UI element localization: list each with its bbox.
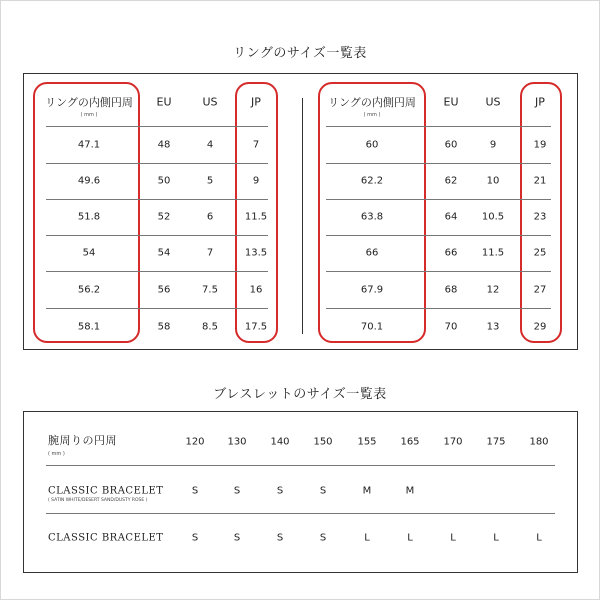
ring-table-divider — [302, 98, 303, 334]
ring-left-row-divider — [46, 271, 268, 272]
ring-right-cell-jp: 23 — [533, 211, 547, 223]
ring-left-cell-eu: 54 — [157, 247, 171, 259]
bracelet-row-name: CLASSIC BRACELET — [48, 532, 164, 544]
ring-left-cell-us: 7.5 — [202, 284, 218, 296]
bracelet-size-value: S — [233, 532, 241, 544]
bracelet-size-header: 175 — [486, 436, 506, 448]
bracelet-size-value: L — [536, 532, 542, 544]
bracelet-size-header: 120 — [185, 436, 205, 448]
ring-left-cell-circumference: 49.6 — [77, 175, 101, 187]
ring-right-cell-jp: 19 — [533, 139, 547, 151]
bracelet-size-header: 165 — [400, 436, 420, 448]
ring-right-row-divider — [326, 126, 551, 127]
bracelet-header-label: 腕周りの円周 — [48, 434, 117, 447]
ring-right-cell-eu: 62 — [444, 175, 458, 187]
ring-left-cell-jp: 17.5 — [244, 321, 268, 333]
ring-right-cell-jp: 27 — [533, 284, 547, 296]
ring-left-cell-jp: 9 — [252, 175, 260, 187]
bracelet-size-value: S — [276, 532, 284, 544]
ring-left-cell-jp: 13.5 — [244, 247, 268, 259]
ring-right-cell-eu: 64 — [444, 211, 458, 223]
bracelet-size-value: L — [407, 532, 413, 544]
ring-left-cell-eu: 58 — [157, 321, 171, 333]
ring-right-header-jp: JP — [535, 95, 545, 109]
bracelet-size-header: 155 — [357, 436, 377, 448]
bracelet-size-value: S — [233, 485, 241, 497]
ring-right-cell-eu: 60 — [444, 139, 458, 151]
ring-right-cell-eu: 68 — [444, 284, 458, 296]
bracelet-row-note: ( SATIN WHITE/DESERT SAND/DUSTY ROSE ) — [48, 498, 148, 503]
ring-right-header-unit: ( mm ) — [363, 112, 381, 118]
ring-left-cell-us: 4 — [206, 139, 214, 151]
bracelet-size-value: M — [362, 485, 372, 497]
bracelet-divider — [46, 465, 555, 466]
bracelet-size-title: ブレスレットのサイズ一覧表 — [213, 387, 387, 402]
ring-left-cell-eu: 48 — [157, 139, 171, 151]
bracelet-size-value: S — [191, 485, 199, 497]
ring-left-cell-circumference: 54 — [82, 247, 96, 259]
ring-left-row-divider — [46, 308, 268, 309]
bracelet-header-unit: ( mm ) — [48, 451, 65, 457]
ring-left-row-divider — [46, 235, 268, 236]
ring-right-cell-eu: 66 — [444, 247, 458, 259]
ring-left-cell-us: 8.5 — [202, 321, 218, 333]
bracelet-size-value: L — [364, 532, 370, 544]
ring-left-cell-circumference: 58.1 — [77, 321, 101, 333]
ring-right-row-divider — [326, 163, 551, 164]
ring-left-cell-eu: 52 — [157, 211, 171, 223]
ring-right-row-divider — [326, 199, 551, 200]
bracelet-size-header: 150 — [313, 436, 333, 448]
ring-right-cell-circumference: 66 — [365, 247, 379, 259]
ring-right-cell-us: 10 — [486, 175, 500, 187]
ring-right-cell-circumference: 67.9 — [360, 284, 384, 296]
ring-right-row-divider — [326, 235, 551, 236]
ring-right-cell-us: 9 — [489, 139, 497, 151]
ring-left-cell-jp: 7 — [252, 139, 260, 151]
ring-right-cell-us: 13 — [486, 321, 500, 333]
ring-left-row-divider — [46, 163, 268, 164]
ring-right-cell-circumference: 60 — [365, 139, 379, 151]
ring-right-cell-eu: 70 — [444, 321, 458, 333]
bracelet-size-header: 130 — [227, 436, 247, 448]
bracelet-size-value: S — [319, 532, 327, 544]
ring-left-cell-us: 7 — [206, 247, 214, 259]
ring-left-cell-circumference: 47.1 — [77, 139, 101, 151]
ring-right-cell-circumference: 63.8 — [360, 211, 384, 223]
ring-right-row-divider — [326, 271, 551, 272]
ring-right-cell-jp: 21 — [533, 175, 547, 187]
bracelet-size-value: L — [493, 532, 499, 544]
bracelet-size-header: 170 — [443, 436, 463, 448]
ring-left-cell-eu: 56 — [157, 284, 171, 296]
ring-left-header-us: US — [202, 95, 218, 109]
ring-right-row-divider — [326, 308, 551, 309]
ring-right-cell-circumference: 70.1 — [360, 321, 384, 333]
ring-right-header-circumference: リングの内側円周 — [328, 96, 416, 109]
ring-right-cell-us: 10.5 — [481, 211, 505, 223]
ring-left-cell-jp: 11.5 — [244, 211, 268, 223]
bracelet-size-value: S — [319, 485, 327, 497]
bracelet-size-value: M — [405, 485, 415, 497]
ring-size-title: リングのサイズ一覧表 — [233, 46, 367, 61]
bracelet-size-value: L — [450, 532, 456, 544]
ring-right-cell-us: 11.5 — [481, 247, 505, 259]
bracelet-size-value: S — [276, 485, 284, 497]
ring-left-row-divider — [46, 199, 268, 200]
ring-left-cell-jp: 16 — [249, 284, 263, 296]
ring-right-header-us: US — [485, 95, 501, 109]
ring-right-cell-us: 12 — [486, 284, 500, 296]
bracelet-size-header: 180 — [529, 436, 549, 448]
bracelet-row-name: CLASSIC BRACELET — [48, 485, 164, 497]
ring-left-row-divider — [46, 126, 268, 127]
ring-right-header-eu: EU — [443, 95, 459, 109]
ring-left-cell-circumference: 56.2 — [77, 284, 101, 296]
ring-right-cell-jp: 29 — [533, 321, 547, 333]
ring-left-header-circumference: リングの内側円周 — [45, 96, 133, 109]
ring-left-cell-eu: 50 — [157, 175, 171, 187]
bracelet-size-value: S — [191, 532, 199, 544]
ring-left-header-eu: EU — [156, 95, 172, 109]
ring-left-cell-us: 6 — [206, 211, 214, 223]
ring-right-cell-circumference: 62.2 — [360, 175, 384, 187]
bracelet-size-header: 140 — [270, 436, 290, 448]
ring-left-cell-circumference: 51.8 — [77, 211, 101, 223]
ring-left-header-jp: JP — [251, 95, 261, 109]
ring-right-cell-jp: 25 — [533, 247, 547, 259]
ring-left-cell-us: 5 — [206, 175, 214, 187]
bracelet-divider — [46, 513, 555, 514]
ring-left-header-unit: ( mm ) — [80, 112, 98, 118]
